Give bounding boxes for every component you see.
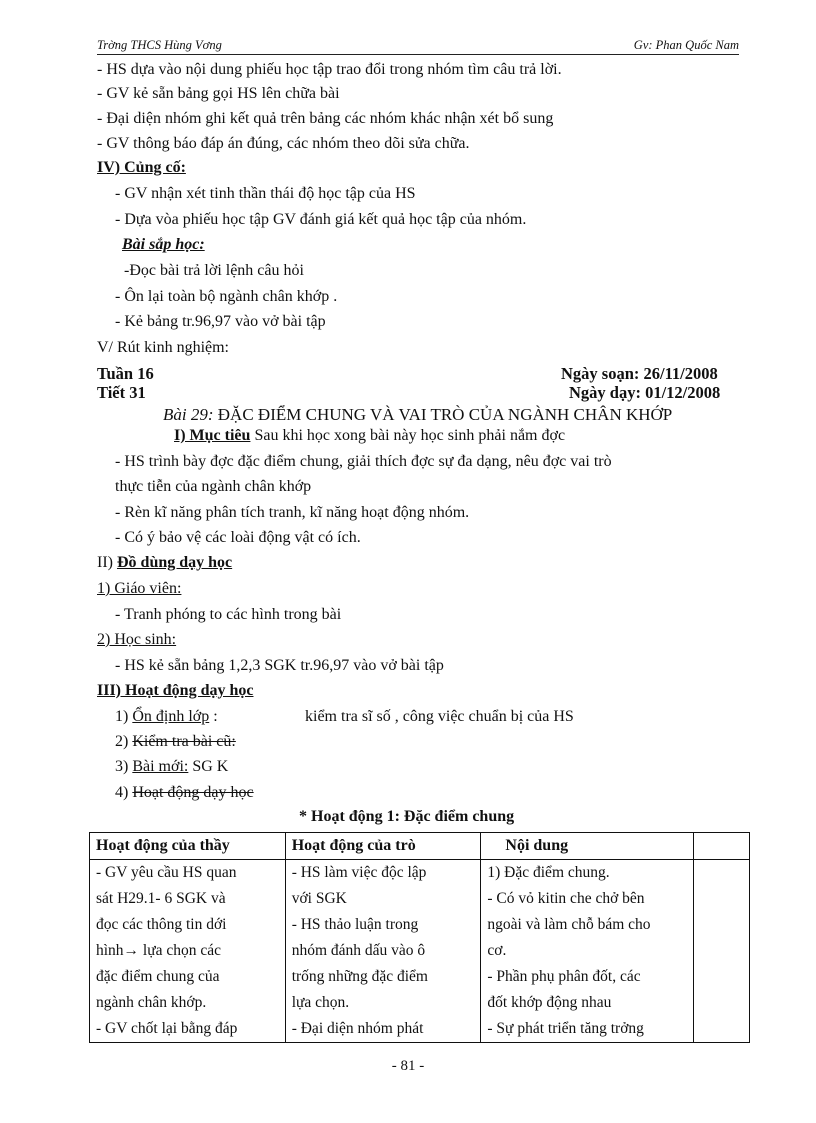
step-1-after: : [209, 708, 218, 725]
content-line: 1) Đặc điểm chung. [487, 864, 610, 881]
student-line: - HS thảo luận trong [291, 916, 419, 933]
content-line: cơ. [487, 942, 507, 959]
page-header [97, 38, 739, 55]
bai-sap-hoc-line-2: - Ôn lại toàn bộ ngành chân khớp . [115, 288, 338, 305]
muc-tieu-line-1: - HS trình bày đợc đặc điểm chung, giải thích đợc sự đa dạng, nêu đợc vai trò [115, 453, 612, 470]
step-3-num: 3) [115, 758, 133, 775]
do-dung-row [97, 553, 232, 573]
student-line: với SGK [291, 890, 347, 907]
muc-tieu-line-4: - Có ý bảo vệ các loài động vật có ích. [115, 529, 361, 546]
cung-co-line-1: - GV nhận xét tinh thần thái độ học tập của HS [115, 185, 416, 202]
empty-cell [694, 860, 750, 1043]
page-number: - 81 - [391, 1058, 425, 1074]
table-header-row [90, 833, 750, 860]
step-2 [115, 732, 236, 752]
table-header-content: Nội dung [481, 833, 694, 860]
teacher-cell [90, 860, 286, 1043]
hoc-sinh-line: - HS kẻ sẵn bảng 1,2,3 SGK tr.96,97 vào vở bài tập [115, 657, 444, 674]
step-2-label: Kiểm tra bài cũ: [132, 733, 236, 750]
content-line: ngoài và làm chỗ bám cho [487, 916, 651, 933]
step-2-num: 2) [115, 733, 133, 750]
do-dung-prefix: II) [97, 554, 117, 571]
date-prepared: Ngày soạn: 26/11/2008 [561, 364, 718, 383]
step-4-label: Hoạt động dạy học [132, 784, 254, 801]
teacher-line: - GV chốt lại bằng đáp [96, 1020, 238, 1037]
bai-sap-hoc-heading: Bài sắp học: [122, 236, 205, 253]
content-line: đốt khớp động nhau [487, 994, 612, 1011]
muc-tieu-heading: I) Mục tiêu [174, 427, 251, 444]
step-1-note: kiểm tra sĩ số , công việc chuẩn bị của HS [305, 708, 574, 725]
cung-co-line-2: - Dựa vòa phiếu học tập GV đánh giá kết quả học tập của nhóm. [115, 211, 527, 228]
cung-co-heading: IV) Củng cố: [97, 159, 186, 176]
student-line: trống những đặc điểm [291, 968, 428, 985]
step-3-after: SG K [188, 758, 229, 775]
student-line: - Đại diện nhóm phát [291, 1020, 424, 1037]
bai-sap-hoc-line-3: - Kẻ bảng tr.96,97 vào vở bài tập [115, 313, 326, 330]
do-dung-heading: Đồ dùng dạy học [116, 554, 233, 571]
content-line: - Có vỏ kitin che chở bên [487, 890, 645, 907]
student-line: nhóm đánh dấu vào ô [291, 942, 426, 959]
step-1-label: Ổn định lớp [132, 708, 210, 725]
teacher-line: sát H29.1- 6 SGK và [96, 890, 226, 907]
content-line: - Phần phụ phân đốt, các [487, 968, 641, 985]
muc-tieu-line-2: thực tiễn của ngành chân khớp [115, 478, 312, 495]
header-school: Trờng THCS Hùng Vơng [97, 38, 222, 52]
giao-vien-line: - Tranh phóng to các hình trong bài [115, 606, 342, 623]
table-header-student: Hoạt động của trò [285, 833, 481, 860]
activity-title: * Hoạt động 1: Đặc điểm chung [299, 808, 515, 825]
table-header-teacher: Hoạt động của thầy [90, 833, 286, 860]
muc-tieu-row [174, 426, 565, 446]
intro-line-2: - GV kẻ sẵn bảng gọi HS lên chữa bài [97, 85, 340, 102]
lesson-title: ĐẶC ĐIỂM CHUNG VÀ VAI TRÒ CỦA NGÀNH CHÂN KHỚP [217, 405, 673, 424]
header-teacher: Gv: Phan Quốc Nam [633, 38, 739, 52]
teacher-line: đọc các thông tin dới [96, 916, 227, 933]
activity-table [89, 832, 750, 1043]
intro-line-1: - HS dựa vào nội dung phiếu học tập trao đổi trong nhóm tìm câu trả lời. [97, 61, 562, 78]
step-1-num: 1) [115, 708, 133, 725]
table-row [90, 860, 750, 1043]
teacher-line: - GV yêu cầu HS quan [96, 864, 237, 881]
giao-vien-heading: 1) Giáo viên: [97, 580, 182, 597]
step-3-label: Bài mới: [132, 758, 189, 775]
bai-sap-hoc-line-1: -Đọc bài trả lời lệnh câu hỏi [124, 262, 304, 279]
muc-tieu-line-3: - Rèn kĩ năng phân tích tranh, kĩ năng hoạt động nhóm. [115, 504, 470, 521]
week-label: Tuần 16 [97, 364, 154, 383]
intro-line-4: - GV thông báo đáp án đúng, các nhóm theo dõi sửa chữa. [97, 135, 470, 152]
lesson-title-row [163, 405, 672, 425]
content-line: - Sự phát triển tăng trởng [487, 1020, 644, 1037]
teacher-line: đặc điểm chung của [96, 968, 220, 985]
student-cell [285, 860, 481, 1043]
content-cell [481, 860, 694, 1043]
muc-tieu-text: Sau khi học xong bài này học sinh phải nắm đợc [250, 427, 566, 444]
lesson-number: Bài 29: [163, 405, 214, 424]
step-4-num: 4) [115, 784, 133, 801]
teacher-line: ngành chân khớp. [96, 994, 207, 1011]
teacher-line: hình→ lựa chọn các [96, 942, 222, 959]
step-4 [115, 783, 254, 803]
step-3 [115, 757, 228, 777]
hoat-dong-heading: III) Hoạt động dạy học [97, 682, 254, 699]
rut-kinh-nghiem: V/ Rút kinh nghiệm: [97, 339, 229, 356]
hoc-sinh-heading: 2) Học sinh: [97, 631, 177, 648]
intro-line-3: - Đại diện nhóm ghi kết quả trên bảng các nhóm khác nhận xét bổ sung [97, 110, 554, 127]
student-line: - HS làm việc độc lập [291, 864, 427, 881]
date-taught: Ngày dạy: 01/12/2008 [569, 383, 721, 402]
step-1 [115, 707, 218, 727]
student-line: lựa chọn. [291, 994, 350, 1011]
period-label: Tiết 31 [97, 383, 146, 402]
table-header-empty [694, 833, 750, 860]
